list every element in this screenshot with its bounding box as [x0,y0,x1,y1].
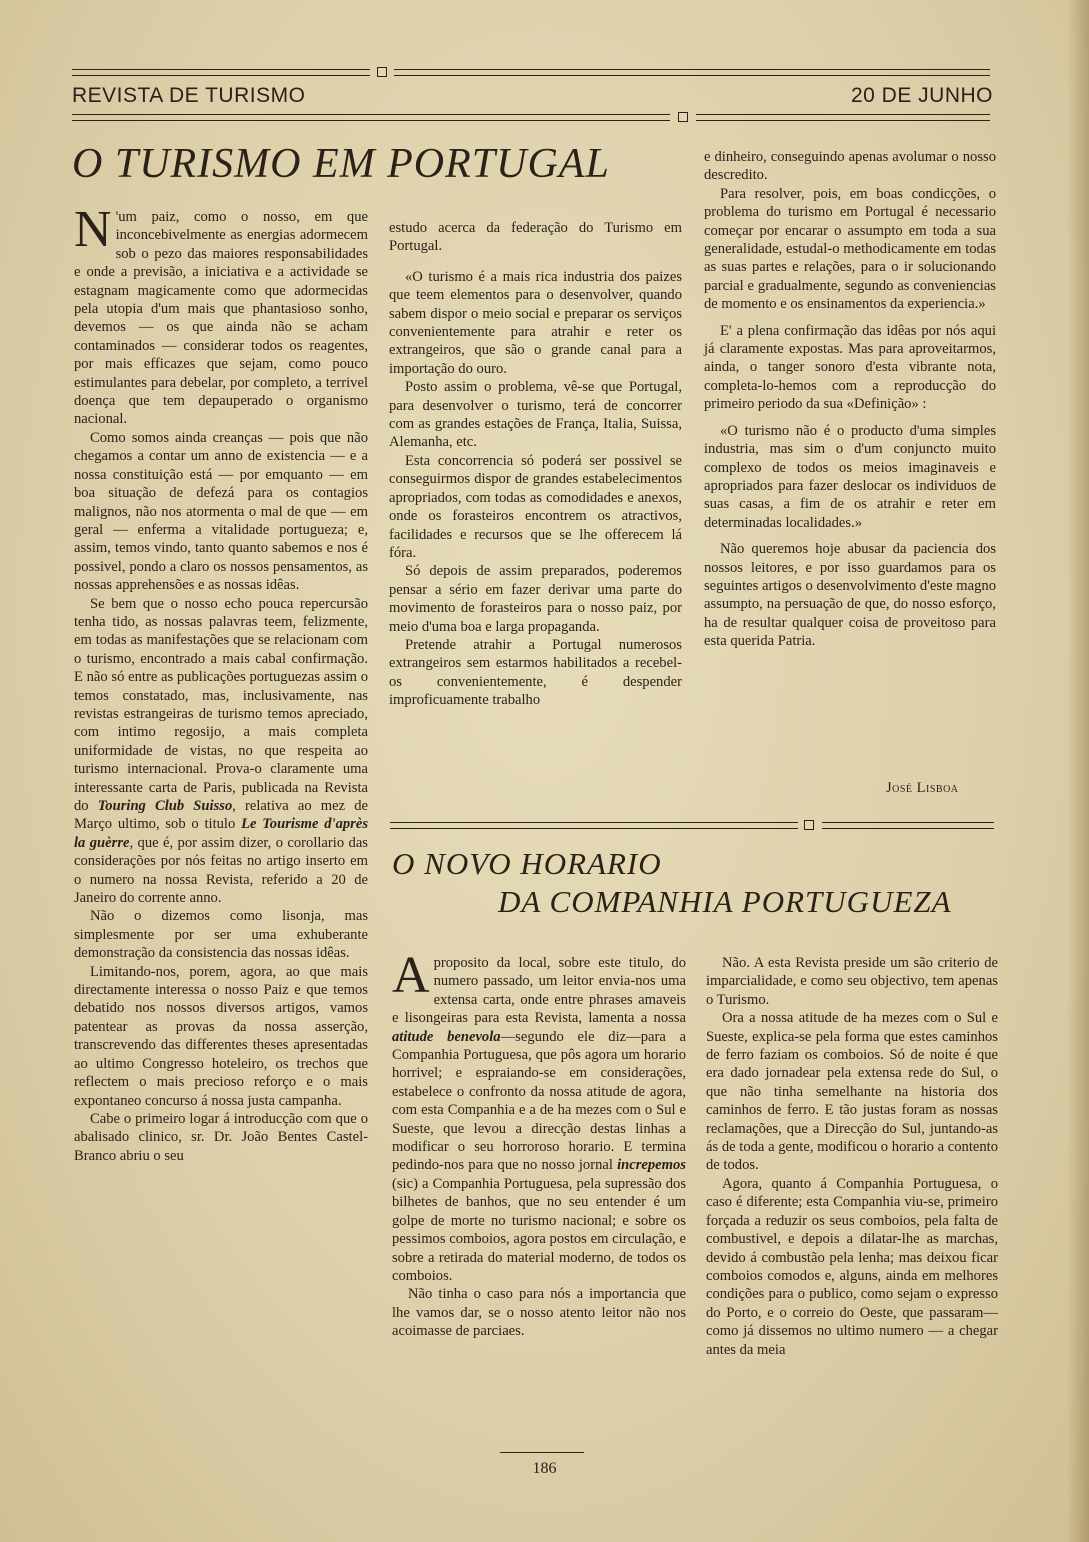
article1-col2-paragraph: Pretende atrahir a Portugal numerosos extrangeiros sem estarmos habilitados a recebel-os convenientemente, é despender improficuamente trabalho [389,636,682,709]
header-top-rule-right [394,69,990,76]
article2-title-line-1: O NOVO HORARIO [392,846,662,881]
article1-column-2 [389,219,682,710]
section-divider-ornament [804,820,814,830]
article2-col1-paragraph: Não tinha o caso para nós a importancia que lhe vamos dar, se o nosso atento leitor não nos acoimasse de parciaes. [392,1286,686,1340]
article1-col2-paragraph: Só depois de assim preparados, poderemos pensar a sério em fazer derivar uma parte do movimento de forasteiros para o nosso paiz, por meio d'uma boa e larga propaganda. [389,563,682,635]
section-divider-rule-right [822,822,994,829]
article1-column-1 [74,201,368,1165]
article1-col3-paragraph: Não queremos hoje abusar da paciencia dos nossos leitores, e por isso guardamos para os seguintes artigos o desenvolvimento d'este magno assumpto, na persuação de que, do nosso esforço, ha de resultar qualquer coisa de proveitoso para esta querida Patria. [704,541,996,650]
article1-dropcap: N [74,201,112,258]
header-top-rule-left [72,69,370,76]
article2-col1-text-c: (sic) a Companhia Portuguesa, pela supressão dos bilhetes de banhos, que no seu entender é um golpe de morte no turismo nacional; e sobre os pessimos comboios, agora postos em circulação, e sobre a retirada do material moderno, de todos os comboios. [392,1175,686,1284]
article1-col3-paragraph: Para resolver, pois, em boas condicções, o problema do turismo em Portugal é necessario começar por encarar o assumpto em toda a sua generalidade, estudal-o methodicamente em todas as suas partes e relações, para o ir solucionando parcial e gradualmente, segundo as conveniencias de momento e os ensinamentos da experiencia.» [704,185,996,313]
article2-col1-text-a: proposito da local, sobre este titulo, do numero passado, um leitor envia-nos uma extensa carta, onde entre phrases amaveis e lisongeiras para esta Revista, lamenta a nossa [392,955,686,1027]
article2-title-line-2: DA COMPANHIA PORTUGUEZA [498,884,952,919]
article1-col2-paragraph: Posto assim o problema, vê-se que Portugal, para desenvolver o turismo, terá de concorrer com as grandes estações de França, Italia, Suissa, Alemanha, etc. [389,379,682,451]
article2-dropcap: A [392,947,430,1004]
article1-col1-text-after-touring: , relativa ao mez de Março ultimo, sob o titulo [74,798,368,833]
tourisme-title: Le Tourisme d'après la guèrre [74,816,368,851]
article1-column-3 [704,148,996,651]
article2-column-1 [392,947,687,1341]
article1-first-paragraph [74,201,368,429]
article1-col2-paragraph: Esta concorrencia só poderá ser possivel se conseguirmos dispor de grandes estabelecimentos apropriados, com todas as comodidades e anexos, onde os forasteiros encontrem os atractivos, facilidades e recursos que se lhe offerecem lá fóra. [389,452,682,561]
article2-italic-increpemos: increpemos [617,1157,686,1174]
article1-col1-paragraph [74,595,368,908]
article1-col3-paragraph: E' a plena confirmação das idêas por nós aqui já claramente expostas. Mas para aproveitarmos, ainda, o tanger sonoro d'esta vibrante nota, completa-lo-hemos com a reproducção do primeiro periodo da sua «Definição» : [704,322,996,413]
page-edge-shadow [1067,0,1089,1542]
page-number: 186 [532,1460,557,1477]
article1-col1-text-after-tourisme: , que é, por assim dizer, o corollario das considerações por nós feitas no artigo inserto em o numero na nossa Revista, referido a 20 de Janeiro do corrente anno. [74,834,368,907]
article1-col1-paragraph: Limitando-nos, porem, agora, ao que mais directamente interessa o nosso Paiz e que temos debatido nos nossos diversos artigos, vamos patentear as provas da nossa asserção, transcrevendo das differentes theses apresentadas ao ultimo Congresso hoteleiro, os trechos que reflectem o mais precioso reforço e o mais expontaneo concurso á nossa justa campanha. [74,963,368,1109]
folio-rule [500,1452,584,1453]
article2-italic-atitude: atitude benevola [392,1028,501,1045]
article1-col1-paragraph: Como somos ainda creanças — pois que não chegamos a contar um anno de existencia — e a nossa constituição está — por emquanto — em boa situação de defezá para os contagios malignos, não nos atormenta o mal de que — em geral — enferma a vitalidade portugueza; e, assim, temos vindo, tanto quanto sabemos e nos é possivel, pondo a claro os nossos pensamentos, as nossas apprehensões e as nossas idêas. [74,429,368,594]
header-bottom-rule-left [72,114,670,121]
article1-col1-text-0: 'um paiz, como o nosso, em que inconcebivelmente as energias adormecem sob o pezo das maiores responsabilidades e onde a previsão, a iniciativa e a actividade se estagnam magicamente como que adormecidas pela utopia d'um mais que phantasioso sonho, devemos — os que ainda não se acham contaminados — considerar todos os reagentes, por mais efficazes que sejam, como pouco estimulantes para debelar, por completo, a terrivel doença que tem depauperado o organismo nacional. [74,209,368,428]
article2-col2-paragraph: Agora, quanto á Companhia Portuguesa, o caso é diferente; esta Companhia viu-se, primeiro forçada a reduzir os seus comboios, pela falta de combustivel, e depois a dilatar-lhe as marchas, devido á combustão pela lenha; mas deixou ficar comboios comodos e, alguns, ainda em melhores condições para o publico, como sejam o expresso do Porto, e o correio do Oeste, que passaram—como já dissemos no ultimo numero — a chegar antes da meia [706,1175,998,1358]
article2-col2-paragraph: Ora a nossa atitude de ha mezes com o Sul e Sueste, explica-se pela forma que estes caminhos de ferro faziam os comboios. Só de noite é que era dado jornadear pela extensa rede do Sul, o que não tinha semelhante na historia dos caminhos de ferro. E tão justas foram as nossas reclamações, que a Direcção do Sul, juntando-as ás de toda a gente, modificou o horario a contento de todos. [706,1010,998,1174]
header-bottom-rule-ornament [678,112,688,122]
running-head-left: REVISTA DE TURISMO [72,84,306,107]
article2-col1-text-b: —segundo ele diz—para a Companhia Portuguesa, que pôs agora um horario horrivel; e espraiando-se em considerações, estabelece o confronto da nossa atitude de agora, com esta Companhia e a de ha mezes com o Sul e Sueste, que levou a direcção destas linhas a modificar o seu horroroso horario. E termina pedindo-nos para que no nosso jornal [392,1028,687,1174]
article2-col2-paragraph: Não. A esta Revista preside um são criterio de imparcialidade, e como seu objectivo, tem apenas o Turismo. [706,955,998,1008]
article1-col3-paragraph: «O turismo não é o producto d'uma simples industria, mas sim o d'um conjuncto muito complexo de todos os meios imaginaveis e apropriados para fazer deslocar os individuos de suas casas, a fim de os atrahir e reter em determinadas localidades.» [704,422,996,531]
touring-club-name: Touring Club Suisso [97,798,233,814]
header-bottom-rule-right [696,114,990,121]
header-top-rule-ornament [377,67,387,77]
article1-col1-paragraph: Não o dizemos como lisonja, mas simplesmente por ser uma exhuberante demonstração da consistencia das nossas idêas. [74,908,368,962]
running-head-right: 20 DE JUNHO [850,84,993,107]
section-divider-rule-left [390,822,798,829]
article1-col1-paragraph: Cabe o primeiro logar á introducção com que o abalisado clinico, sr. Dr. João Bentes Castel-Branco abriu o seu [74,1110,368,1164]
article1-col2-paragraph: «O turismo é a mais rica industria dos paizes que teem elementos para o desenvolver, quando sabem dispor o meio social e preparar os serviços convenientemente para atrahir e reter os extrangeiros, que são o grande canal para a importação do ouro. [389,268,682,377]
article1-signature: José Lisboa [886,780,959,796]
article1-col3-paragraph: e dinheiro, conseguindo apenas avolumar o nosso descredito. [704,149,996,184]
article2-column-2 [706,954,998,1359]
article1-col1-text-2: Se bem que o nosso echo pouca repercursão tenha tido, as nossas palavras teem, felizmente, em todas as manifestações que se relacionam com o turismo, encontrado a mais cabal confirmação. E não só entre as publicações portuguezas assim o temos constatado, mas, inclusivamente, nas revistas estrangeiras de turismo temos apreciado, com intimo regosijo, a mais completa uniformidade de vistas, no que respeita ao turismo internacional. Prova-o claramente uma interessante carta de Paris, publicada na Revista do [74,595,368,814]
article-title-turismo: O TURISMO EM PORTUGAL [72,141,610,187]
article1-col2-paragraph: estudo acerca da federação do Turismo em Portugal. [389,220,682,255]
article2-first-paragraph [392,947,687,1285]
